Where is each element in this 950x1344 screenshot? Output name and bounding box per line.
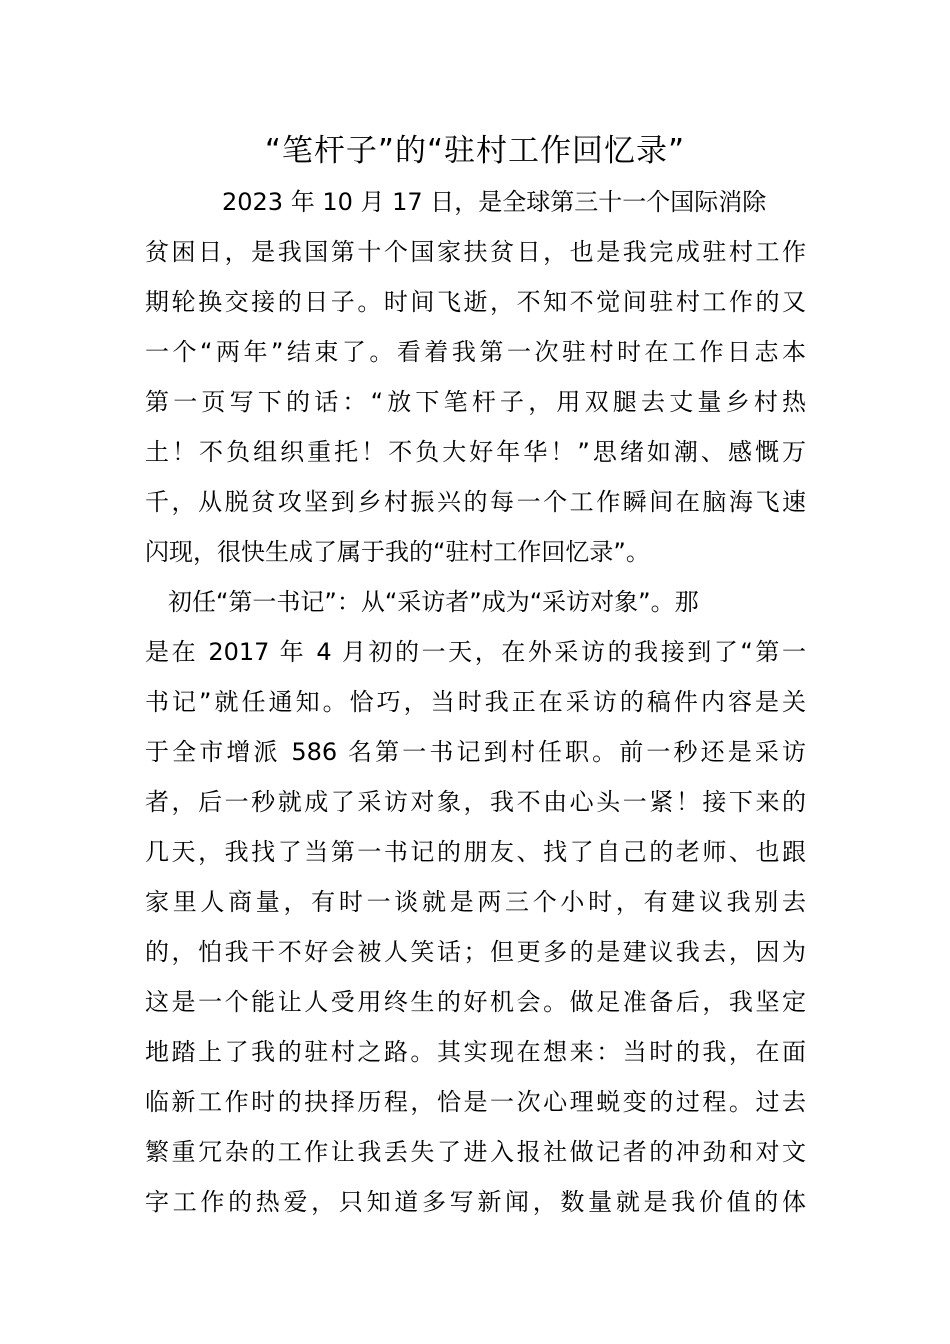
paragraph-2-line-3: 书记”就任通知。恰巧，当时我正在采访的稿件内容是关 [145, 688, 806, 716]
paragraph-2-line-9: 这是一个能让人受用终生的好机会。做足准备后，我坚定 [145, 988, 806, 1016]
paragraph-1-line-8: 闪现，很快生成了属于我的“驻村工作回忆录”。 [145, 538, 650, 566]
paragraph-2-line-1: 初任“第一书记”：从“采访者”成为“采访对象”。那 [168, 588, 699, 616]
paragraph-1-line-7: 千，从脱贫攻坚到乡村振兴的每一个工作瞬间在脑海飞速 [145, 488, 806, 516]
paragraph-1-line-1: 2023 年 10 月 17 日，是全球第三十一个国际消除 [222, 188, 767, 216]
paragraph-2-line-11: 临新工作时的抉择历程，恰是一次心理蜕变的过程。过去 [145, 1088, 806, 1116]
paragraph-2-line-12: 繁重冗杂的工作让我丢失了进入报社做记者的冲劲和对文 [145, 1138, 806, 1166]
paragraph-1-line-3: 期轮换交接的日子。时间飞逝，不知不觉间驻村工作的又 [145, 288, 806, 316]
document-title: “笔杆子”的“驻村工作回忆录” [264, 133, 686, 169]
paragraph-2-line-2: 是在 2017 年 4 月初的一天，在外采访的我接到了“第一 [145, 638, 806, 666]
paragraph-2-line-10: 地踏上了我的驻村之路。其实现在想来：当时的我，在面 [145, 1038, 806, 1066]
paragraph-1-line-6: 土！不负组织重托！不负大好年华！”思绪如潮、感慨万 [145, 438, 806, 466]
paragraph-2-line-5: 者，后一秒就成了采访对象，我不由心头一紧！接下来的 [145, 788, 806, 816]
paragraph-1-line-5: 第一页写下的话：“放下笔杆子，用双腿去丈量乡村热 [145, 388, 806, 416]
paragraph-2-line-7: 家里人商量，有时一谈就是两三个小时，有建议我别去 [145, 888, 806, 916]
paragraph-1-line-2: 贫困日，是我国第十个国家扶贫日，也是我完成驻村工作 [145, 238, 806, 266]
paragraph-1-line-4: 一个“两年”结束了。看着我第一次驻村时在工作日志本 [145, 338, 806, 366]
paragraph-2-line-4: 于全市增派 586 名第一书记到村任职。前一秒还是采访 [145, 738, 806, 766]
paragraph-2-line-13: 字工作的热爱，只知道多写新闻，数量就是我价值的体 [145, 1188, 806, 1216]
paragraph-2-line-8: 的，怕我干不好会被人笑话；但更多的是建议我去，因为 [145, 938, 806, 966]
paragraph-2-line-6: 几天，我找了当第一书记的朋友、找了自己的老师、也跟 [145, 838, 806, 866]
